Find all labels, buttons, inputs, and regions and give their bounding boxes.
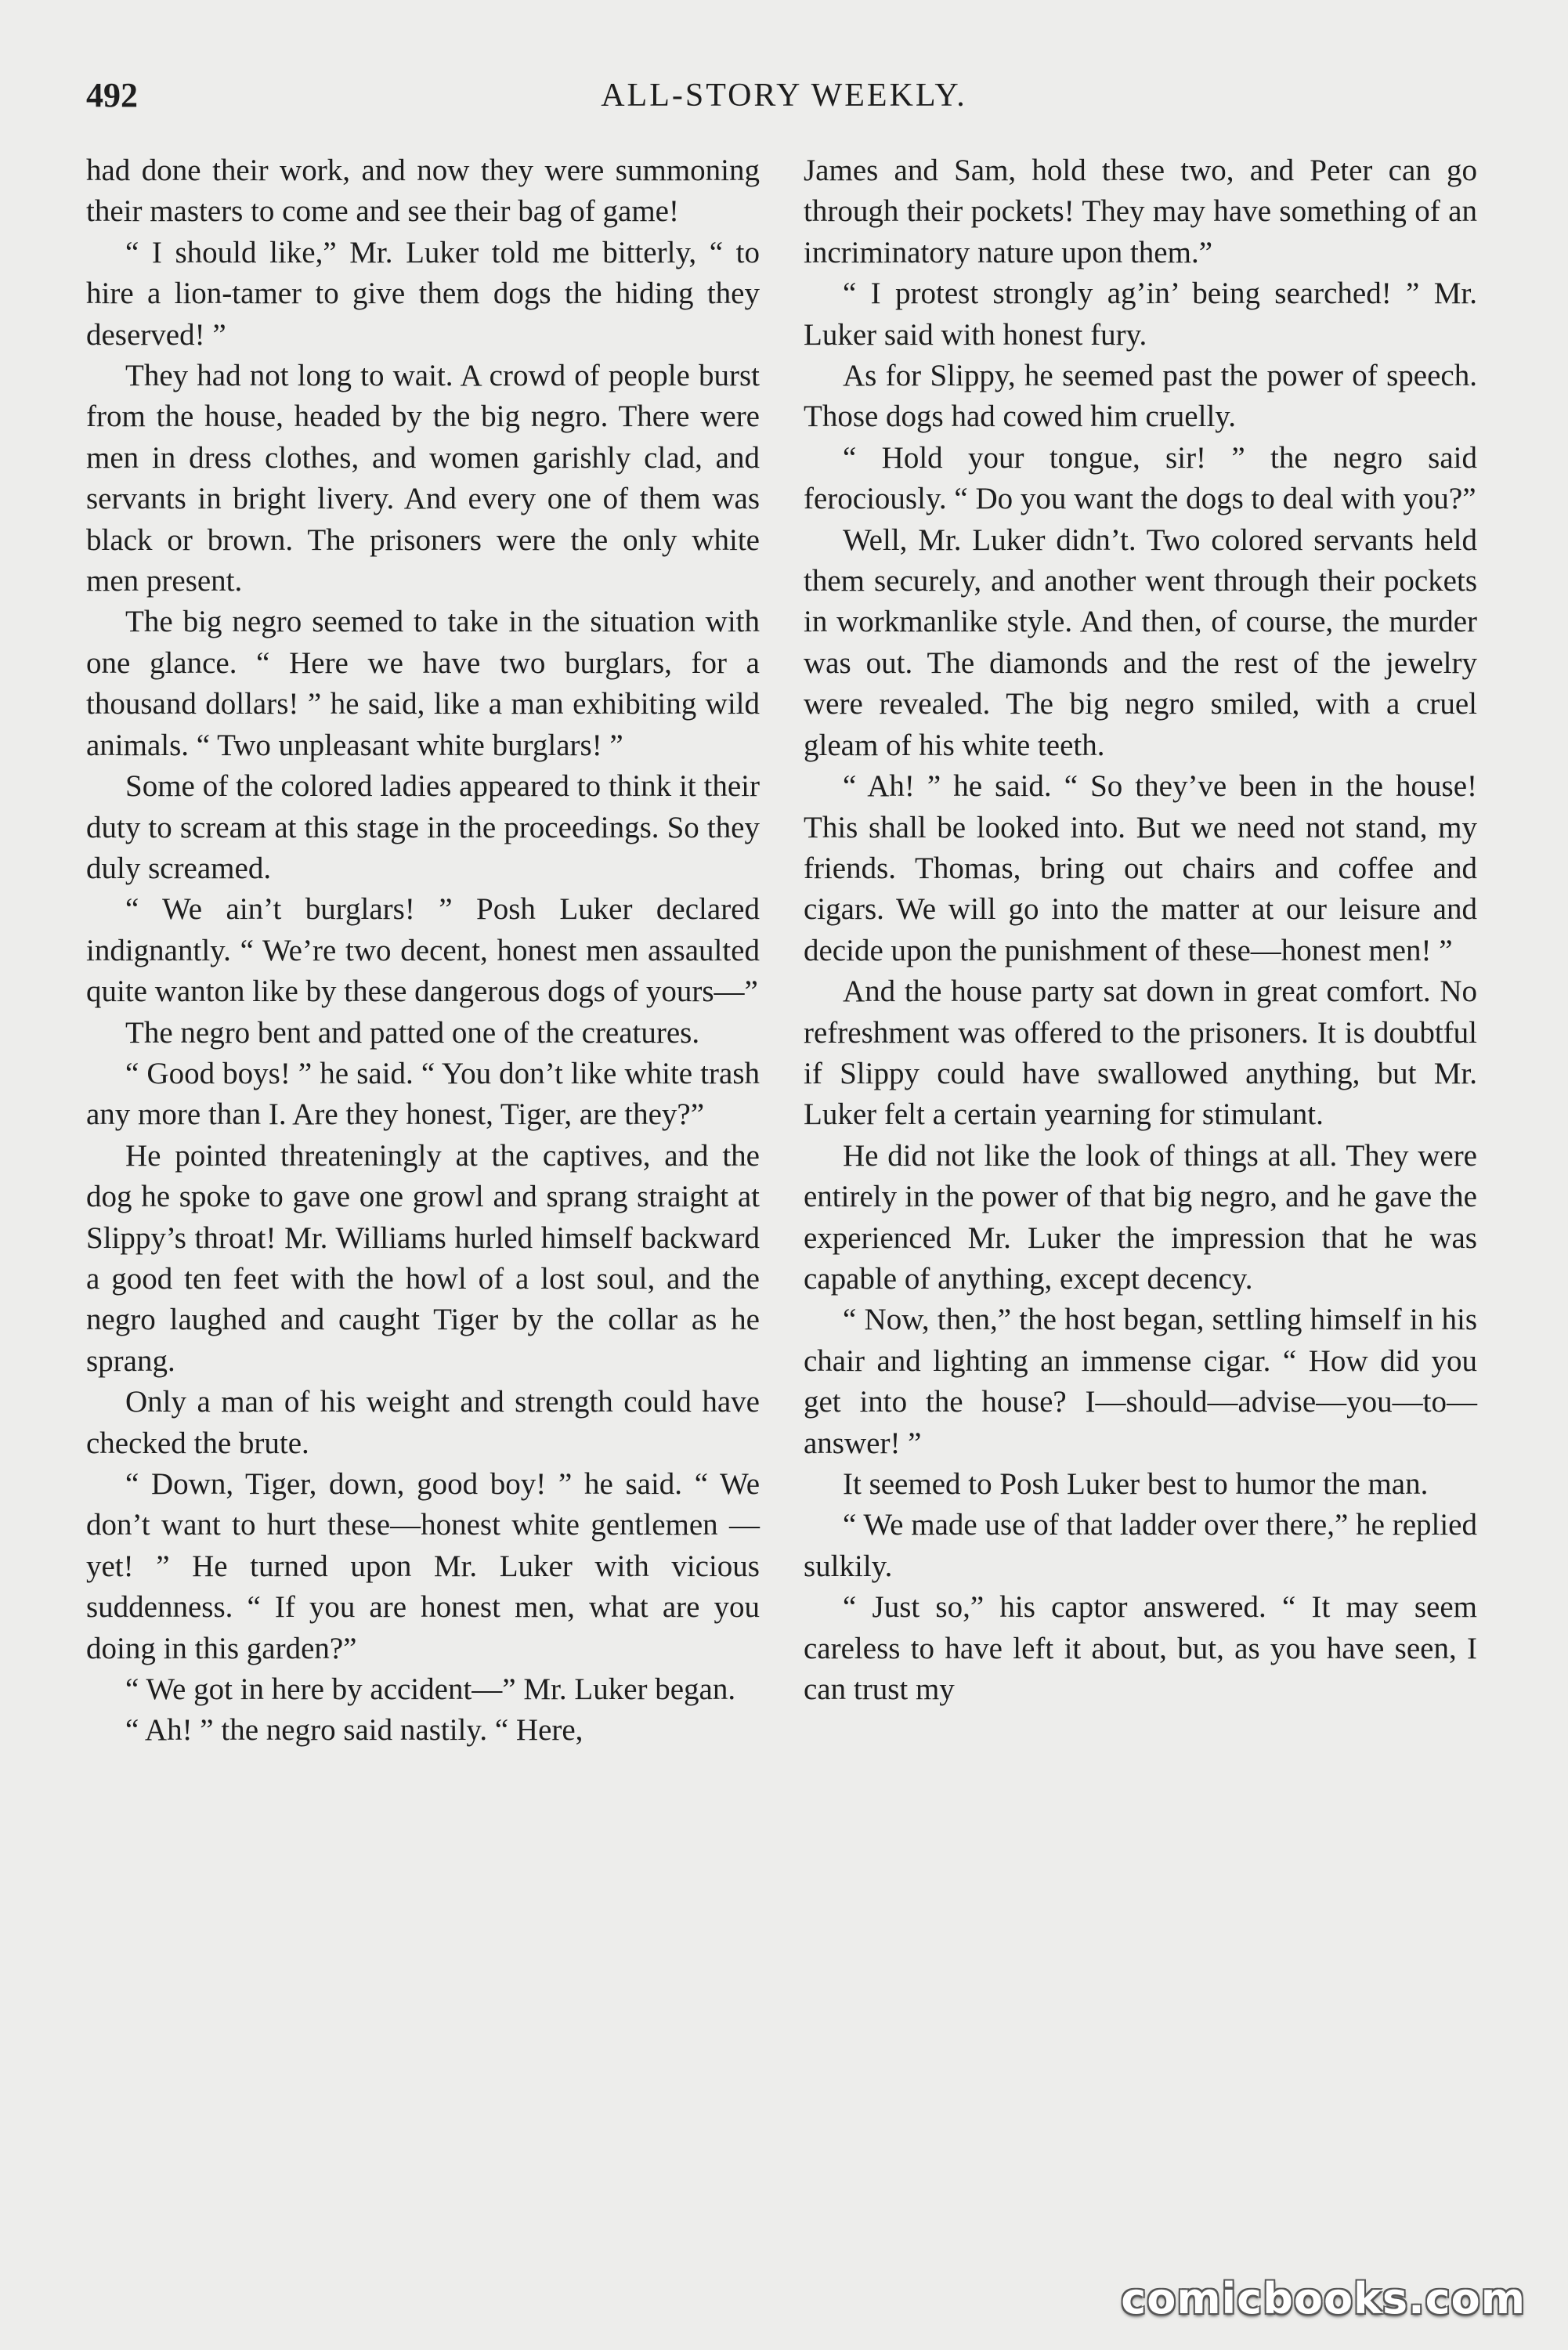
paragraph: Well, Mr. Luker didn’t. Two colored servants held them securely, and another went through their pockets in workmanlike style. And then, of course, the murder was out. The diamonds and the rest of the jewelry were revealed. The big negro smiled, with a cruel gleam of his white teeth. [804,522,1477,762]
paragraph: “ We made use of that ladder over there,” he replied sulkily. [804,1508,1477,1583]
left-column [86,150,760,1752]
paragraph: “ We got in here by accident—” Mr. Luker began. [125,1672,736,1707]
paragraph: The negro bent and patted one of the creatures. [125,1015,700,1050]
paragraph: “ We ain’t burglars! ” Posh Luker declared indignantly. “ We’re two decent, honest men assaulted quite wanton like by these dangerous dogs of yours—” [86,892,760,1009]
paragraph: “ Good boys! ” he said. “ You don’t like white trash any more than I. Are they honest, Tiger, are they?” [86,1056,760,1132]
paragraph: It seemed to Posh Luker best to humor the man. [843,1467,1429,1501]
paragraph: The big negro seemed to take in the situation with one glance. “ Here we have two burglars, for a thousand dollars! ” he said, like a man exhibiting wild animals. “ Two unpleasant white burglars! ” [86,605,760,762]
page-number: 492 [86,76,138,114]
paragraph: “ Ah! ” he said. “ So they’ve been in the house! This shall be looked into. But we need not stand, my friends. Thomas, bring out chairs and coffee and cigars. We will go into the matter at our leisure and decide upon the punishment of these—honest men! ” [804,769,1477,967]
paragraph: And the house party sat down in great comfort. No refreshment was offered to the prisoners. It is doubtful if Slippy could have swallowed anything, but Mr. Luker felt a certain yearning for stimulant. [804,974,1477,1132]
paragraph: As for Slippy, he seemed past the power of speech. Those dogs had cowed him cruelly. [804,359,1477,434]
paragraph: James and Sam, hold these two, and Peter can go through their pockets! They may have something of an incriminatory nature upon them.” [804,154,1477,269]
paragraph: Some of the colored ladies appeared to think it their duty to scream at this stage in the proceedings. So they duly screamed. [86,769,760,885]
paragraph: He did not like the look of things at all. They were entirely in the power of that big negro, and he gave the experienced Mr. Luker the impression that he was capable of anything, except decency. [804,1138,1477,1296]
paragraph: “ I protest strongly ag’in’ being searched! ” Mr. Luker said with honest fury. [804,277,1477,352]
paragraph: “ Hold your tongue, sir! ” the negro said ferociously. “ Do you want the dogs to deal with you?” [804,440,1477,516]
paragraph: had done their work, and now they were summoning their masters to come and see their bag of game! [86,154,760,229]
paragraph: “ Ah! ” the negro said nastily. “ Here, [125,1713,583,1748]
paragraph: Only a man of his weight and strength could have checked the brute. [86,1385,760,1460]
paragraph: “ Now, then,” the host began, settling himself in his chair and lighting an immense cigar. “ How did you get into the house? I—should—advise—you—to—answer! ” [804,1303,1477,1460]
running-head: ALL-STORY WEEKLY. [601,78,967,114]
paragraph: He pointed threateningly at the captives, and the dog he spoke to gave one growl and sprang straight at Slippy’s throat! Mr. Williams hurled himself backward a good ten feet with the howl of a lost soul, and the negro laughed and caught Tiger by the collar as he sprang. [86,1138,760,1378]
paragraph: They had not long to wait. A crowd of people burst from the house, headed by the big negro. There were men in dress clothes, and women garishly clad, and servants in bright livery. And every one of them was black or brown. The prisoners were the only white men present. [86,359,760,598]
paragraph: “ Just so,” his captor answered. “ It may seem careless to have left it about, but, as you have seen, I can trust my [804,1590,1477,1707]
right-column [804,150,1477,1710]
paragraph: “ I should like,” Mr. Luker told me bitterly, “ to hire a lion-tamer to give them dogs the hiding they deserved! ” [86,235,760,352]
watermark: comicbooks.com [1121,2274,1526,2323]
paragraph: “ Down, Tiger, down, good boy! ” he said. “ We don’t want to hurt these—honest white gentlemen — yet! ” He turned upon Mr. Luker with vicious suddenness. “ If you are honest men, what are you doing in this garden?” [86,1467,760,1665]
page-header [86,72,1482,119]
